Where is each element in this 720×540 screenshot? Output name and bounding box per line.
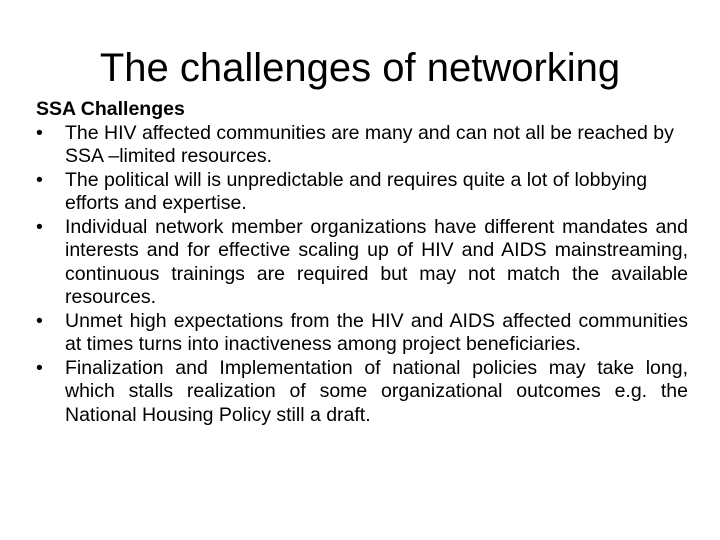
slide-title: The challenges of networking [99,46,621,90]
bullet-text: Individual network member organizations have different mandates and interests and for effective scaling up of HIV and AIDS mainstreaming, continuous trainings are required but may not match the available resources. [65,215,688,308]
bullet-item [36,310,688,357]
bullet-item [36,216,688,310]
bullet-text: Finalization and Implementation of national policies may take long, which stalls realization of some organizational outcomes e.g. the National Housing Policy still a draft. [65,356,688,426]
bullet-icon: • [36,356,43,379]
bullet-text: The HIV affected communities are many and can not all be reached by SSA –limited resources. [65,121,674,167]
bullet-text: The political will is unpredictable and requires quite a lot of lobbying efforts and expertise. [65,168,648,214]
bullet-item [36,122,688,169]
bullet-icon: • [36,309,43,332]
bullet-item [36,357,688,428]
bullet-icon: • [36,215,43,238]
section-heading: SSA Challenges [36,98,185,120]
bullet-icon: • [36,121,43,144]
bullet-icon: • [36,168,43,191]
slide-body [36,98,688,427]
bullet-list [36,122,688,428]
bullet-text: Unmet high expectations from the HIV and AIDS affected communities at times turns into inactiveness among project beneficiaries. [65,309,688,355]
bullet-item [36,169,688,216]
